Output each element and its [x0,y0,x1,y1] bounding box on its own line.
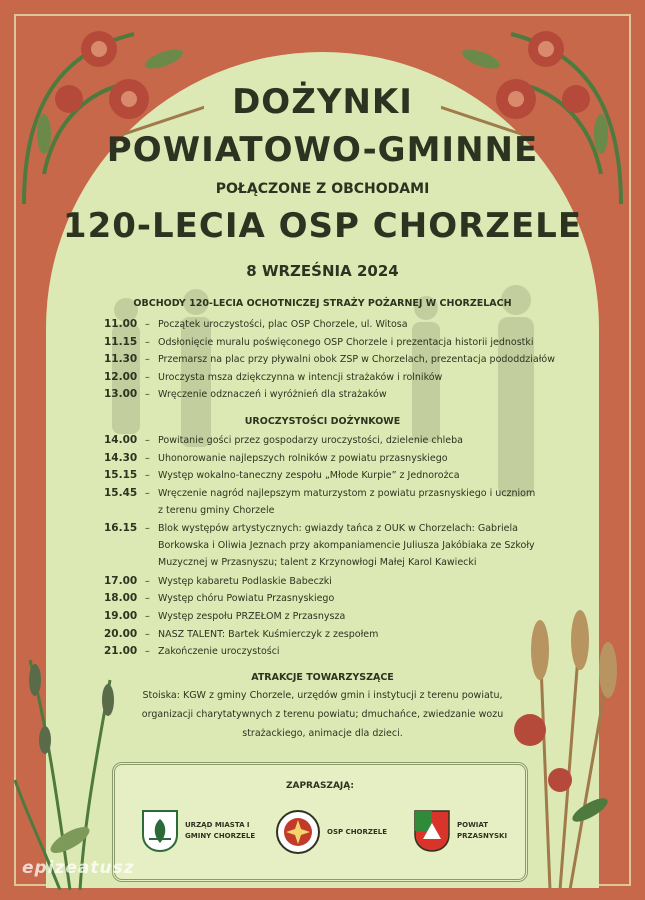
schedule-dash: – [145,336,150,348]
schedule-description [158,432,578,449]
event-date: 8 WRZEŚNIA 2024 [246,262,399,280]
title-line-1: DOŻYNKI [232,82,413,122]
organizers-box [112,762,528,882]
schedule-description-line: Borkowska i Oliwia Jeznach przy akompaniamencie Juliusza Jakóbiaka ze Szkoły [158,540,535,551]
schedule-description-line: Uhonorowanie najlepszych rolników z powiatu przasnyskiego [158,452,448,464]
title-line-2: POWIATOWO-GMINNE [106,130,539,170]
partner-label: PRZASNYSKI [457,832,508,840]
schedule-description [158,351,578,368]
schedule-dash: – [145,646,150,658]
schedule-description [158,450,578,467]
schedule-description [158,573,578,590]
attractions-line: strażackiego, animacje dla dzieci. [242,728,403,739]
schedule-description [158,334,578,351]
organizers-title: ZAPRASZAJĄ: [285,781,355,791]
schedule-time: 14.00 [104,434,138,446]
chorzele-coat-of-arms-icon [141,809,179,853]
schedule-dash: – [145,523,150,534]
schedule-description-line: Wręczenie nagród najlepszym maturzystom z powiatu przasnyskiego i uczniom [158,487,536,499]
schedule-dash: – [145,593,150,605]
schedule-description [158,626,578,643]
attractions-line: Stoiska: KGW z gminy Chorzele, urzędów gmin i instytucji z terenu powiatu, [142,690,503,701]
schedule-time: 12.00 [104,370,138,383]
schedule-dash: – [145,319,150,330]
title-line-3: 120-LECIA OSP CHORZELE [62,206,583,246]
partner-powiat [413,809,507,853]
schedule-description-line: Początek uroczystości, plac OSP Chorzele, ul. Witosa [158,319,408,330]
schedule-dash: – [145,452,150,464]
schedule-description [158,590,578,607]
schedule-dash: – [145,389,150,401]
schedule-description-line: Zakończenie uroczystości [158,646,280,658]
schedule-dash: – [145,628,150,640]
schedule-description [158,608,578,625]
przasnysz-county-coat-of-arms-icon [413,809,451,853]
schedule-description-line: Odsłonięcie muralu poświęconego OSP Chorzele i prezentacja historii jednostki [158,336,534,348]
partner-label: URZĄD MIASTA I [185,821,250,829]
watermark: epizeatusz [22,858,135,878]
schedule-description-line: Muzycznej w Przasnyszu; talent z Krzynowłogi Małej Karol Kawiecki [158,557,477,568]
schedule-time: 20.00 [104,627,138,640]
schedule-description-line: Występ zespołu PRZEŁOM z Przasnysza [158,611,346,622]
schedule-dash: – [145,470,150,482]
schedule-description-line: Występ chóru Powiatu Przasnyskiego [158,593,335,605]
schedule-description [158,369,578,386]
partner-osp [275,809,387,855]
schedule-time: 15.15 [104,469,138,482]
schedule-description-line: Występ kabaretu Podlaskie Babeczki [158,575,332,587]
partner-chorzele [141,809,255,853]
schedule-description-line: z terenu gminy Chorzele [158,504,275,516]
schedule-time: 21.00 [104,645,138,658]
attractions-line: organizacji charytatywnych z terenu powiatu; dmuchańce, zwiedzanie wozu [141,709,504,720]
schedule-time: 16.15 [104,522,138,534]
schedule-dash: – [145,354,150,366]
schedule-description [158,520,578,571]
section-heading-attractions: ATRAKCJE TOWARZYSZĄCE [251,672,394,683]
schedule-dash: – [145,371,150,383]
schedule-description-line: Przemarsz na plac przy pływalni obok ZSP w Chorzelach, prezentacja pododdziałów [158,354,556,366]
schedule-time: 19.00 [104,610,138,622]
schedule-description-line: Blok występów artystycznych: gwiazdy tańca z OUK w Chorzelach: Gabriela [158,523,518,534]
partner-label: OSP CHORZELE [327,827,387,836]
schedule-time: 17.00 [104,574,138,587]
schedule-description [158,467,578,484]
schedule-time: 15.45 [104,486,138,499]
partner-label: GMINY CHORZELE [185,832,256,840]
schedule-time: 11.00 [104,318,138,330]
schedule-dash: – [145,611,150,622]
schedule-description [158,386,578,403]
partner-label: POWIAT [457,821,489,829]
schedule-time: 11.30 [104,353,138,366]
schedule-time: 11.15 [104,335,138,348]
schedule-description-line: Powitanie gości przez gospodarzy uroczystości, dzielenie chleba [158,435,463,446]
schedule-description-line: Uroczysta msza dziękczynna w intencji strażaków i rolników [158,371,443,383]
schedule-dash: – [145,435,150,446]
schedule-time: 13.00 [104,388,138,401]
attractions-text [140,686,505,743]
subtitle: POŁĄCZONE Z OBCHODAMI [215,181,430,197]
section-heading-dozynki: UROCZYSTOŚCI DOŻYNKOWE [244,416,401,427]
schedule-description-line: Występ wokalno-taneczny zespołu „Młode Kurpie” z Jednorożca [158,470,460,482]
schedule-description [158,643,578,660]
schedule-description-line: NASZ TALENT: Bartek Kuśmierczyk z zespołem [158,628,379,640]
schedule-time: 14.30 [104,451,138,464]
fire-brigade-emblem-icon [275,809,321,855]
section-heading-osp: OBCHODY 120-LECIA OCHOTNICZEJ STRAŻY POŻARNEJ W CHORZELACH [133,298,512,309]
schedule-description-line: Wręczenie odznaczeń i wyróżnień dla strażaków [158,389,387,401]
schedule-dash: – [145,487,150,499]
schedule-description [158,316,578,333]
schedule-time: 18.00 [104,592,138,605]
schedule-dash: – [145,575,150,587]
schedule-description [158,485,578,519]
